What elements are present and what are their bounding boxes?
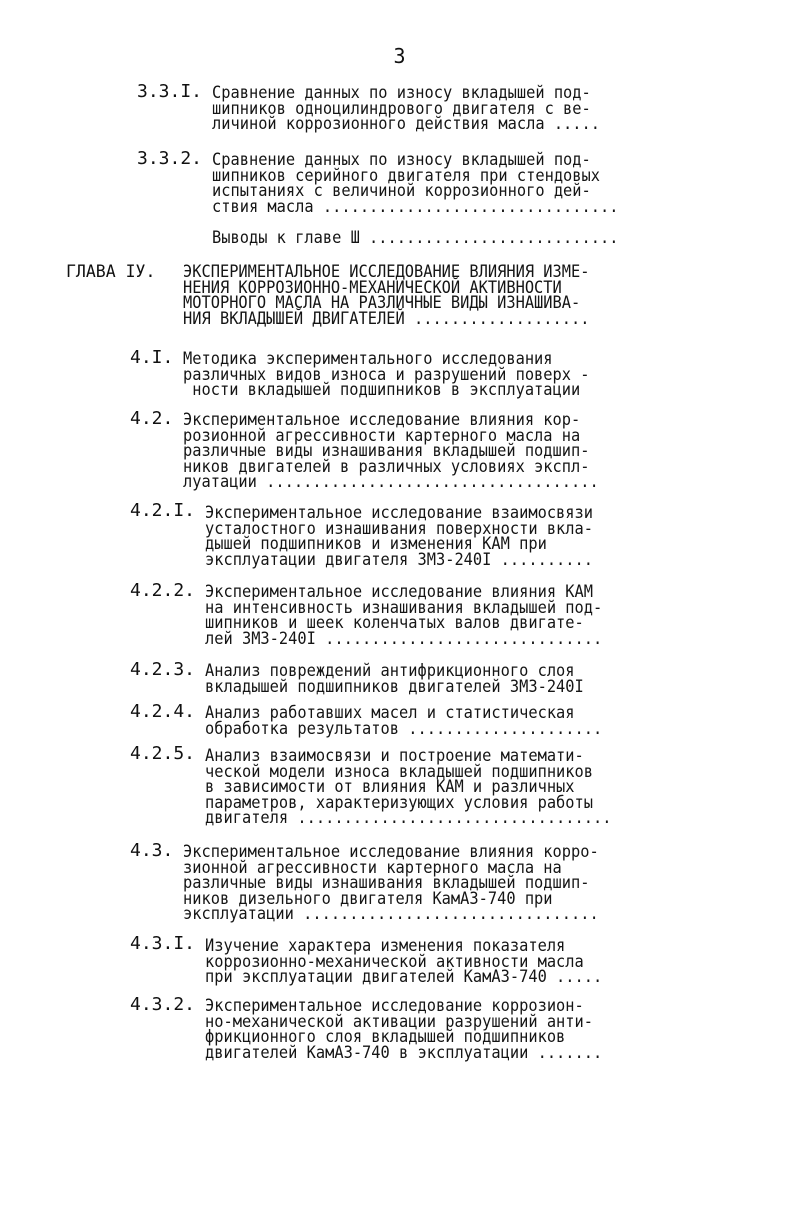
page-number: 3 [393, 44, 406, 68]
entry-title: Сравнение данных по износу вкладышей под- шипников одноцилиндрового двигателя с ве- личиной коррозионного действия масла ..... [212, 83, 601, 134]
entry-title: ЭКСПЕРИМЕНТАЛЬНОЕ ИССЛЕДОВАНИЕ ВЛИЯНИЯ ИЗМЕ- НЕНИЯ КОРРОЗИОННО-МЕХАНИЧЕСКОЙ АКТИВНОСТИ МОТОРНОГО МАСЛА НА РАЗЛИЧНЫЕ ВИДЫ ИЗНАШИВА- НИЯ ВКЛАДЫШЕЙ ДВИГАТЕЛЕЙ ................... [183, 262, 590, 328]
section-number: 4.2. [130, 408, 174, 429]
entry-title: Изучение характера изменения показателя коррозионно-механической активности масла при эксплуатации двигателей КамАЗ-740 ..... [205, 936, 603, 987]
section-number: 4.3.2. [130, 994, 196, 1015]
entry-title: Экспериментальное исследование влияния корро- зионной агрессивности картерного масла на различные виды изнашивания вкладышей подшип- ников дизельного двигателя КамАЗ-740 при эксплуатации ................................ [183, 842, 599, 924]
section-number: 3.3.I. [137, 81, 203, 102]
entry-title: Методика экспериментального исследования различных видов износа и разрушений поверх - ности вкладышей подшипников в эксплуатации [183, 349, 590, 400]
section-number: 3.3.2. [137, 148, 203, 169]
section-number: 4.2.5. [130, 743, 196, 764]
section-number: 4.2.4. [130, 701, 196, 722]
chapter-label: ГЛАВА IУ. [66, 262, 156, 281]
entry-title: Экспериментальное исследование влияния КАМ на интенсивность изнашивания вкладышей под- шипников и шеек коленчатых валов двигате- лей ЗМЗ-240I .............................. [205, 582, 603, 648]
entry-title: Экспериментальное исследование взаимосвязи усталостного изнашивания поверхности вкла- дышей подшипников и изменения КАМ при эксплуатации двигателя ЗМЗ-240I .......... [205, 503, 594, 569]
entry-title: Сравнение данных по износу вкладышей под- шипников серийного двигателя при стендовых испытаниях с величиной коррозионного дей- ствия масла ................................ [212, 150, 619, 216]
entry-title: Анализ работавших масел и статистическая обработка результатов ..................... [205, 703, 603, 738]
entry-title: Экспериментальное исследование коррозион- но-механической активации разрушений анти- фрикционного слоя вкладышей подшипников двигателей КамАЗ-740 в эксплуатации ....... [205, 996, 603, 1062]
section-number: 4.2.I. [130, 500, 196, 521]
section-number: 4.3. [130, 840, 174, 861]
section-number: 4.I. [130, 347, 174, 368]
section-number: 4.3.I. [130, 933, 196, 954]
section-number: 4.2.3. [130, 659, 196, 680]
entry-title: Анализ повреждений антифрикционного слоя вкладышей подшипников двигателей ЗМЗ-240I [205, 661, 584, 696]
entry-title: Экспериментальное исследование влияния кор- розионной агрессивности картерного масла на различные виды изнашивания вкладышей подшип- ников двигателей в различных условиях экспл- луатации .................................... [183, 410, 599, 492]
entry-title: Анализ взаимосвязи и построение математи- ческой модели износа вкладышей подшипников в зависимости от влияния КАМ и различных параметров, характеризующих условия работы двигателя .................................. [205, 746, 612, 828]
section-number: 4.2.2. [130, 580, 196, 601]
entry-title: Выводы к главе Ш ........................... [212, 228, 619, 247]
